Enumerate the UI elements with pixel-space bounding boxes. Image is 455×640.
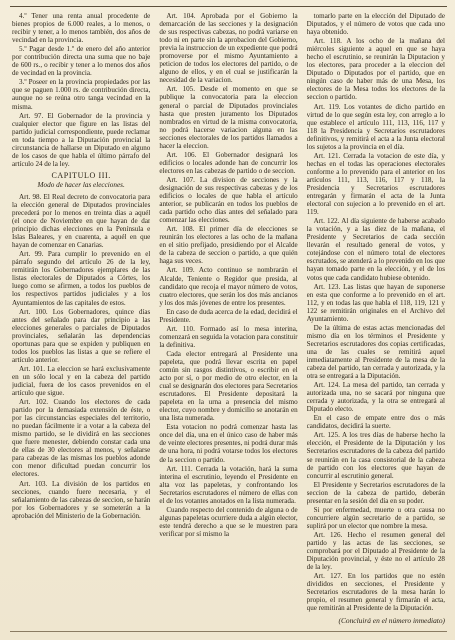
paragraph: Art. 119. Los votantes de dicho partido en virtud de lo que según esta ley, con arreglo a lo que establece el artículo 111, 113, 116, 117 y 118 la Presidencia y Secretarios escrutadores definitivos, y remitirá el acta a la Junta electoral los sujetos a la provincia en el día.	[306, 102, 445, 151]
paragraph: Cada elector entregará al Presidente una papeleta, que podrá llevar escrita en papel común sin rasgos distintivos, o escribir en el acto por sí, o por medio de otro elector, en la cual se designarán dos electores para Secretarios escrutadores. El Presidente depositará la papeleta en la urna a presencia del mismo elector, cuyo nombre y domicilio se anotarán en una lista numerada.	[159, 349, 298, 423]
paragraph: Art. 101. La eleccion se hará exclusivamente en un sólo local y en la cabeza del partido judicial, fuera de los casos prevenidos en el artículo que sigue.	[12, 364, 151, 398]
paragraph: Art. 103. La división de los partidos en secciones, cuando fuere necesaria, y el señalamiento de las cabezas de seccion, se harán por los Gobernadores y se someterán a la aprobación del Ministerio de la Gobernación.	[12, 479, 151, 520]
paragraph: 5.º Pagar desde 1.º de enero del año anterior por contribución directa una suma que no baje de 600 rs., o recibir y tener a lo menos dos años de vecindad en la provincia.	[12, 45, 151, 78]
paragraph: Art. 109. Acto continuo se nombrarán el Alcalde, Teniente o Regidor que presida, al candidato que recoja el mayor número de votos, cuatro electores, que serán los dos más ancianos y los dos más jóvenes de entre los presentes.	[159, 266, 298, 307]
paragraph: Art. 111. Cerrada la votación, hará la suma interina el escrutinio, leyendo el Presidente en alta voz las papeletas, y confrontando los Secretarios escrutadores el número de ellas con el de los votantes anotados en la lista numerada.	[159, 464, 298, 505]
paragraph: Art. 99. Para cumplir lo prevenido en el párrafo segundo del artículo 26 de la ley, remitirán los Gobernadores ejemplares de las listas electorales de Diputados a Córtes, los luego como se afirmen, a todos los pueblos de los respectivos partidos judiciales y a los Ayuntamientos de las capitales de estos.	[12, 250, 151, 307]
paragraph: En el caso de empate entre dos o más candidatos, decidirá la suerte.	[306, 414, 445, 431]
paragraph: De la última de estas actas mencionadas del mismo día en los términos el Presidente y Secretarios escrutadores dos copias certificadas, una de las cuales se remitirá aquel inmediatamente al Presidente de la mesa de la cabeza del partido, tan cerrada y autorizada, y la otra se entregará a la Diputación.	[306, 323, 445, 381]
paragraph: Art. 110. Formado así lo mesa interina, comenzará en seguida la votacion para constituir la definitiva.	[159, 324, 298, 349]
column-1	[12, 12, 150, 626]
paragraph: Art. 125. A los tres días de haberse hecho la elección, el Presidente de la Diputación y los Secretarios escrutadores de la cabeza del partido se reunirán en la casa consistorial de la cabeza de partido con los electores que hayan de concurrir al escrutinio general.	[306, 431, 445, 480]
paragraph: En caso de duda acerca de la edad, decidirá el Presidente.	[159, 307, 298, 324]
paragraph: Art. 106. El Gobernador designará los edificios o locales adonde han de concurrir los electores en las cabezas de partido o de seccion.	[159, 150, 298, 175]
paragraph: Art. 102. Cuando los electores de cada partido por la demasiada extensión de éste, o por las circunstancias especiales del territorio, no puedan fácilmente ir a votar a la cabeza del mismo partido, se le dividirá en las secciones que fuere menester, debiendo constar cada una de ellas de 30 electores al menos, y señalarse para cabezas de las mismas los pueblos adonde con menor dificultad puedan concurrir los electores.	[12, 398, 151, 479]
paragraph: Art. 126. Hecho el resumen general del partido y las actas de las secciones, se comprobará por el Diputado al Presidente de la Diputación provincial, y éste no el artículo 28 de la ley.	[306, 530, 445, 572]
paragraph: Art. 121. Cerrada la votacion de este día, y hechas en el todas las operaciones electorales conforme a lo prevenido para el anterior en los artículos 111, 113, 116, 117 y 118, la Presidencia y Secretarios escrutadores entregarán y firmarán el acta de la Junta electoral con sujecion a lo prevenido en el art. 119.	[306, 151, 445, 217]
paragraph: Art. 123. Las listas que hayan de suponerse en esta que conforme a lo prevenido en el art. 112, y en todas las que habla el 118, 119, 121 y 122 se remitirán originales en el Archivo del Ayuntamiento.	[306, 282, 445, 323]
chapter-subtitle: Modo de hacer las elecciones.	[37, 180, 125, 189]
paragraph: Art. 127. En los partidos que no estén divididos en secciones, el Presidente y Secretarios escrutadores de la mesa harán lo propio, el resumen general y firmarán el acta, que remitirán al Presidente de la Diputación.	[306, 572, 445, 613]
paragraph: Art. 118. A los ocho de la mañana del miércoles siguiente a aquel en que se haya hecho el escrutinio, se reunirán la Diputacion y los electores, para proceder a la eleccion del Diputado o Diputados por el partido, que en ningún caso de haber más de una Mesa, los electores de la Mesa todos los electores de la seccion o partido.	[306, 37, 445, 102]
continued-note: (Concluirá en el número inmediato)	[338, 616, 445, 626]
paragraph: Cuando respecto del contenido de alguna o de algunas papeletas ocurriere duda a algún elector, este tendrá derecho a que se le muestren para verificar por sí mismo la	[159, 505, 298, 538]
paragraph: Art. 98. El Real decreto de convocatoria para la elección general de Diputados provinciales precederá por lo menos en treinta días a aquél (el once de Noviembre en que hayan de dar principio dichas elecciones en la Península e Islas Baleares, y en cuarenta, a aquél en que hayan de comenzar en Canarias.	[12, 192, 151, 250]
bottom-rule	[10, 631, 447, 632]
paragraph: tomarlo parte en la elección del Diputado de Diputados, y el número de votos que cada uno haya obtenido.	[306, 12, 445, 37]
paragraph: Art. 108. El primer día de elecciones se reunirán los electores a las ocho de la mañana en el sitio prefijado, presidiendo por el Alcalde de la cabeza de seccion o partido, a que quién haga sus veces.	[159, 225, 298, 266]
paragraph: 3.º Poseer en la provincia propiedades por las que se paguen 1.000 rs. de contribución directa, aunque no se reúna otro tanga vecindad en la misma.	[12, 78, 151, 111]
paragraph: 4.º Tener una renta anual procedente de bienes propios de 6.000 reales, a lo menos, o recibir y tener, a lo menos también, dos años de vecindad en la provincia.	[12, 12, 151, 45]
paragraph: Esta votacion no podrá comenzar hasta las once del día, una en el único caso de haber más de veinte electores presentes, ni podrá durar más de una hora, ni podrá votarse todos los electores de la seccion o partido.	[159, 423, 298, 464]
chapter-heading: CAPITULO III.	[51, 170, 111, 180]
paragraph: Si por enfermedad, muerte u otra causa no concurriere algún secretario de a partido, se suplirá por un elector que nombre la mesa.	[306, 505, 445, 530]
paragraph: Art. 105. Desde el momento en que se publique la convocatoria para la eleccion general o parcial de Diputados provinciales hasta que presten juramento los Diputados nombrados en virtud de la misma convocatoria, no podrá hacerse variacion alguna en las secciones electorales de los partidos llamados a hacer la eleccion.	[159, 85, 298, 150]
paragraph: Art. 122. Al día siguiente de haberse acabado la votación, y a las diez de la mañana, el Presidente y Secretarios de cada sección llevarán el resultado general de votos, y cotejándose con el número total de electores escrutados, se atenderá a lo prevenido en los que hayan tomado parte en la elección, y el de los votos que cada candidato hubiese obtenido.	[306, 217, 445, 282]
column-2	[159, 12, 297, 626]
paragraph: Art. 124. La mesa del partido, tan cerrada y autorizada una, no se sacará por ninguna que cerrada y autorizada, y la otra se entregará al Diputado electo.	[306, 381, 445, 414]
paragraph: Art. 100. Los Gobernadores, quince días antes del señalado para dar principio a las elecciones generales o parciales de Diputados provinciales, señalarán las dependencias oportunas para que se expiden y publiquen en todos los pueblos las listas a que se refiere el artículo anterior.	[12, 307, 151, 364]
text-columns	[12, 12, 445, 626]
paragraph: Art. 97. El Gobernador de la provincia y cualquier elector que figure en las listas del partido judicial correspondiente, puede reclamar en toda tiempo a la Diputación provincial la circunstancia de hallarse un Diputado en alguno de los casos de que habla el último párrafo del artículo 24 de la ley.	[12, 111, 151, 168]
paragraph: Art. 107. La division de secciones y la designación de sus respectivas cabezas y de los edificios o locales de que habla el artículo anterior, se publicarán en todos los pueblos de cada partido ocho días antes del señalado para comenzar las elecciones.	[159, 175, 298, 225]
paragraph: El Presidente y Secretarios escrutadores de la seccion de la cabeza de partido, deberán presentar en la sesión del día en su poder.	[306, 480, 445, 505]
paragraph: Art. 104. Aprobada por el Gobierno la demarcación de las secciones y la designación de sus respectivas cabezas, no podrá variarse en todo ni en parte sin la aprobacion del Gobierno, previa la instruccion de un expediente que podrá promoverse por el mismo Ayuntamiento a peticion de todos los electores del partido, o de alguno de ellos, y en el cual se justificarán la necesidad de la variacion.	[159, 12, 298, 85]
column-3	[307, 12, 445, 626]
top-rule	[10, 6, 447, 7]
